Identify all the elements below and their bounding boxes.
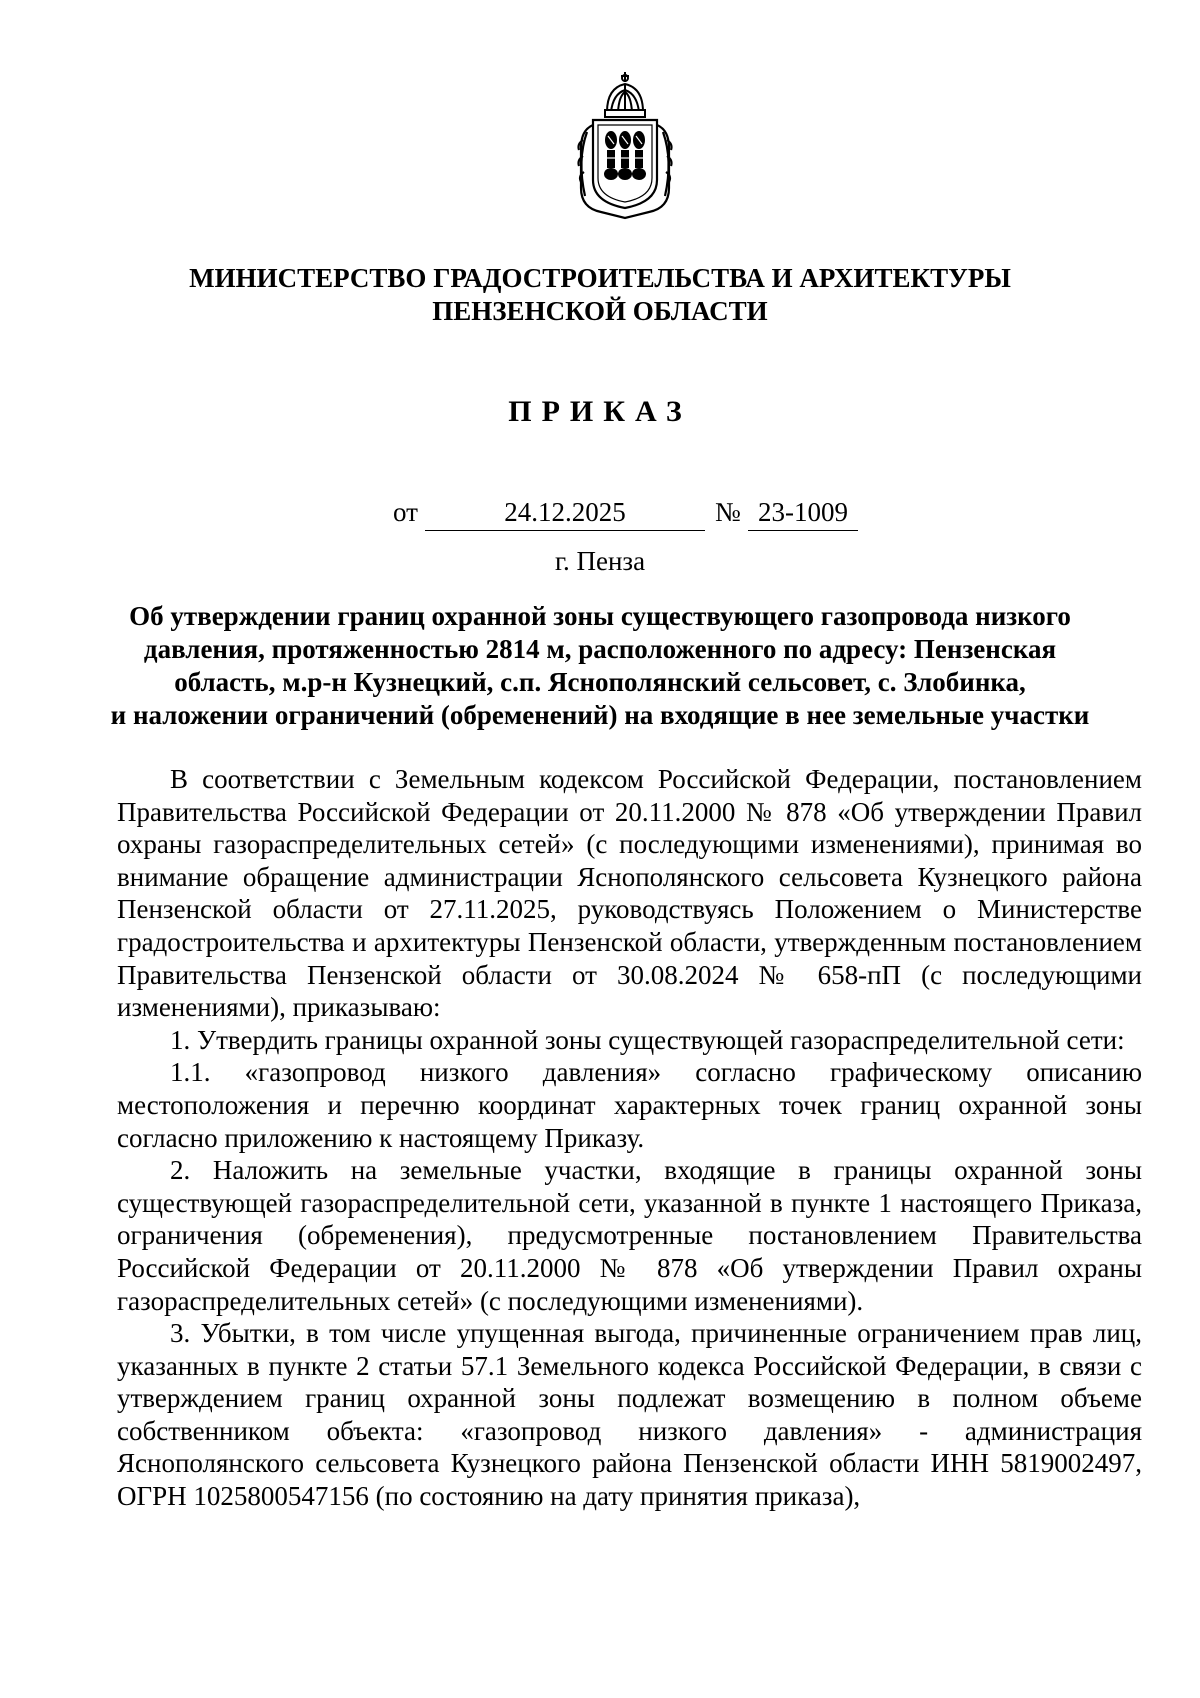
- ministry-name-line-2: ПЕНЗЕНСКОЙ ОБЛАСТИ: [432, 296, 768, 326]
- ministry-name: [100, 262, 1100, 328]
- subject-line-2: давления, протяженностью 2814 м, расположенного по адресу: Пензенская: [143, 634, 1057, 664]
- document-type: ПРИКАЗ: [508, 395, 692, 428]
- document-subject: [110, 600, 1090, 732]
- body-paragraph-item-1: 1. Утвердить границы охранной зоны существующей газораспределительной сети:: [170, 1024, 1125, 1055]
- ministry-name-line-1: МИНИСТЕРСТВО ГРАДОСТРОИТЕЛЬСТВА И АРХИТЕКТУРЫ: [189, 263, 1011, 293]
- document-date: 24.12.2025: [425, 497, 705, 531]
- subject-line-4: и наложении ограничений (обременений) на входящие в нее земельные участки: [110, 700, 1090, 730]
- body-paragraph-item-3: 3. Убытки, в том числе упущенная выгода, причиненные ограничением прав лиц, указанных в пункте 2 статьи 57.1 Земельного кодекса Российской Федерации, в связи с утверждением границ охранной зоны подлежат возмещению в полном объеме собственником объекта: «газопровод низкого давления» - администрация Яснополянского сельсовета Кузнецкого района Пензенской области ИНН 5819002497, ОГРН 1025800547156 (по состоянию на дату принятия приказа),: [117, 1318, 1142, 1512]
- body-paragraph-item-1-1: 1.1. «газопровод низкого давления» согласно графическому описанию местоположения и перечню координат характерных точек границ охранной зоны согласно приложению к настоящему Приказу.: [117, 1057, 1142, 1153]
- document-city: г. Пенза: [554, 546, 646, 576]
- document-body: [117, 763, 1142, 1513]
- subject-line-1: Об утверждении границ охранной зоны существующего газопровода низкого: [129, 601, 1071, 631]
- subject-line-3: область, м.р-н Кузнецкий, с.п. Яснополянский сельсовет, с. Злобинка,: [174, 667, 1026, 697]
- date-number-row: [0, 497, 1200, 533]
- body-paragraph-preamble: В соответствии с Земельным кодексом Российской Федерации, постановлением Правительства Российской Федерации от 20.11.2000 № 878 «Об утверждении Правил охраны газораспределительных сетей» (с последующими изменениями), принимая во внимание обращение администрации Яснополянского сельсовета Кузнецкого района Пензенской области от 27.11.2025, руководствуясь Положением о Министерстве градостроительства и архитектуры Пензенской области, утвержденным постановлением Правительства Пензенской области от 30.08.2024 № 658-пП (с последующими изменениями), приказываю:: [117, 764, 1142, 1023]
- coat-of-arms-icon: [571, 70, 679, 220]
- body-paragraph-item-2: 2. Наложить на земельные участки, входящие в границы охранной зоны существующей газораспределительной сети, указанной в пункте 1 настоящего Приказа, ограничения (обременения), предусмотренные постановлением Правительства Российской Федерации от 20.11.2000 № 878 «Об утверждении Правил охраны газораспределительных сетей» (с последующими изменениями).: [117, 1155, 1142, 1316]
- date-label: от: [393, 497, 418, 527]
- number-label: №: [715, 497, 741, 527]
- document-number: 23-1009: [748, 497, 858, 531]
